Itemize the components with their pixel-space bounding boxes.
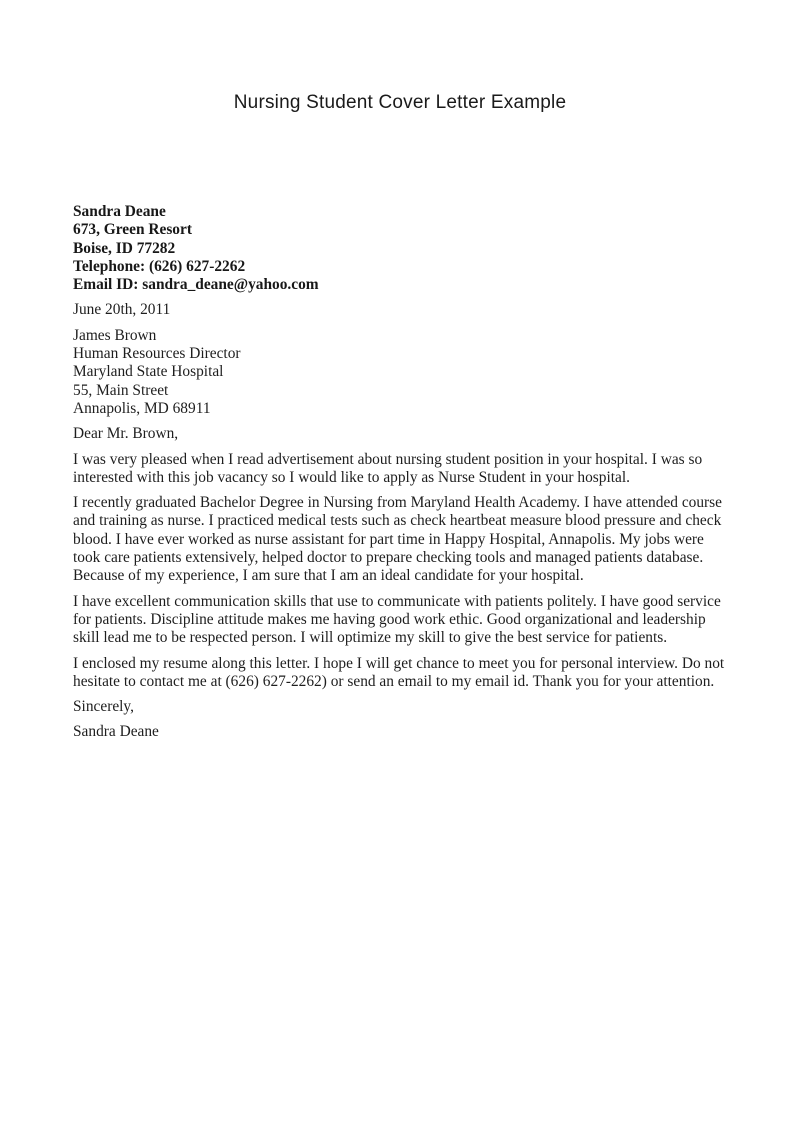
letter-date: June 20th, 2011 — [73, 301, 171, 319]
sender-block — [73, 203, 729, 294]
recipient-city: Annapolis, MD 68911 — [73, 399, 211, 417]
salutation-text: Dear Mr. Brown, — [73, 425, 179, 443]
body-paragraph-2: I recently graduated Bachelor Degree in Nursing from Maryland Health Academy. I have attended course and training as nurse. I practiced medical tests such as check heartbeat measure blood pressure and check blood. I have ever worked as nurse assistant for part time in Happy Hospital, Annapolis. My jobs were took care patients extensively, helped doctor to prepare checking tools and managed patients database. Because of my experience, I am sure that I am an ideal candidate for your hospital. — [73, 494, 722, 585]
recipient-block — [73, 327, 729, 418]
body-paragraph-4: I enclosed my resume along this letter. I hope I will get chance to meet you for personal interview. Do not hesitate to contact me at (626) 627-2262) or send an email to my email id. Thank you for your attention. — [73, 654, 725, 690]
closing — [73, 698, 729, 716]
signature-name: Sandra Deane — [73, 723, 159, 741]
sender-telephone: Telephone: (626) 627-2262 — [73, 257, 246, 275]
body-paragraph-3: I have excellent communication skills that use to communicate with patients politely. I have good service for patients. Discipline attitude makes me having good work ethic. Good organizational and leadership skill lead me to be respected person. I will optimize my skill to give the best service for patients. — [73, 592, 721, 647]
document-page — [0, 92, 800, 742]
signature-block — [73, 723, 729, 741]
recipient-title: Human Resources Director — [73, 345, 241, 363]
recipient-name: James Brown — [73, 326, 157, 344]
page-title: Nursing Student Cover Letter Example — [233, 92, 567, 113]
sender-city: Boise, ID 77282 — [73, 239, 176, 257]
body-paragraph-1: I was very pleased when I read advertisement about nursing student position in your hospital. I was so interested with this job vacancy so I would like to apply as Nurse Student in your hospital. — [73, 450, 703, 486]
letter-body — [73, 203, 729, 742]
recipient-street: 55, Main Street — [73, 381, 169, 399]
recipient-organization: Maryland State Hospital — [73, 363, 224, 381]
sender-street: 673, Green Resort — [73, 221, 192, 239]
sender-name: Sandra Deane — [73, 203, 166, 220]
salutation — [73, 425, 729, 443]
sender-email: Email ID: sandra_deane@yahoo.com — [73, 276, 319, 294]
date-block — [73, 301, 729, 319]
closing-text: Sincerely, — [73, 698, 134, 716]
